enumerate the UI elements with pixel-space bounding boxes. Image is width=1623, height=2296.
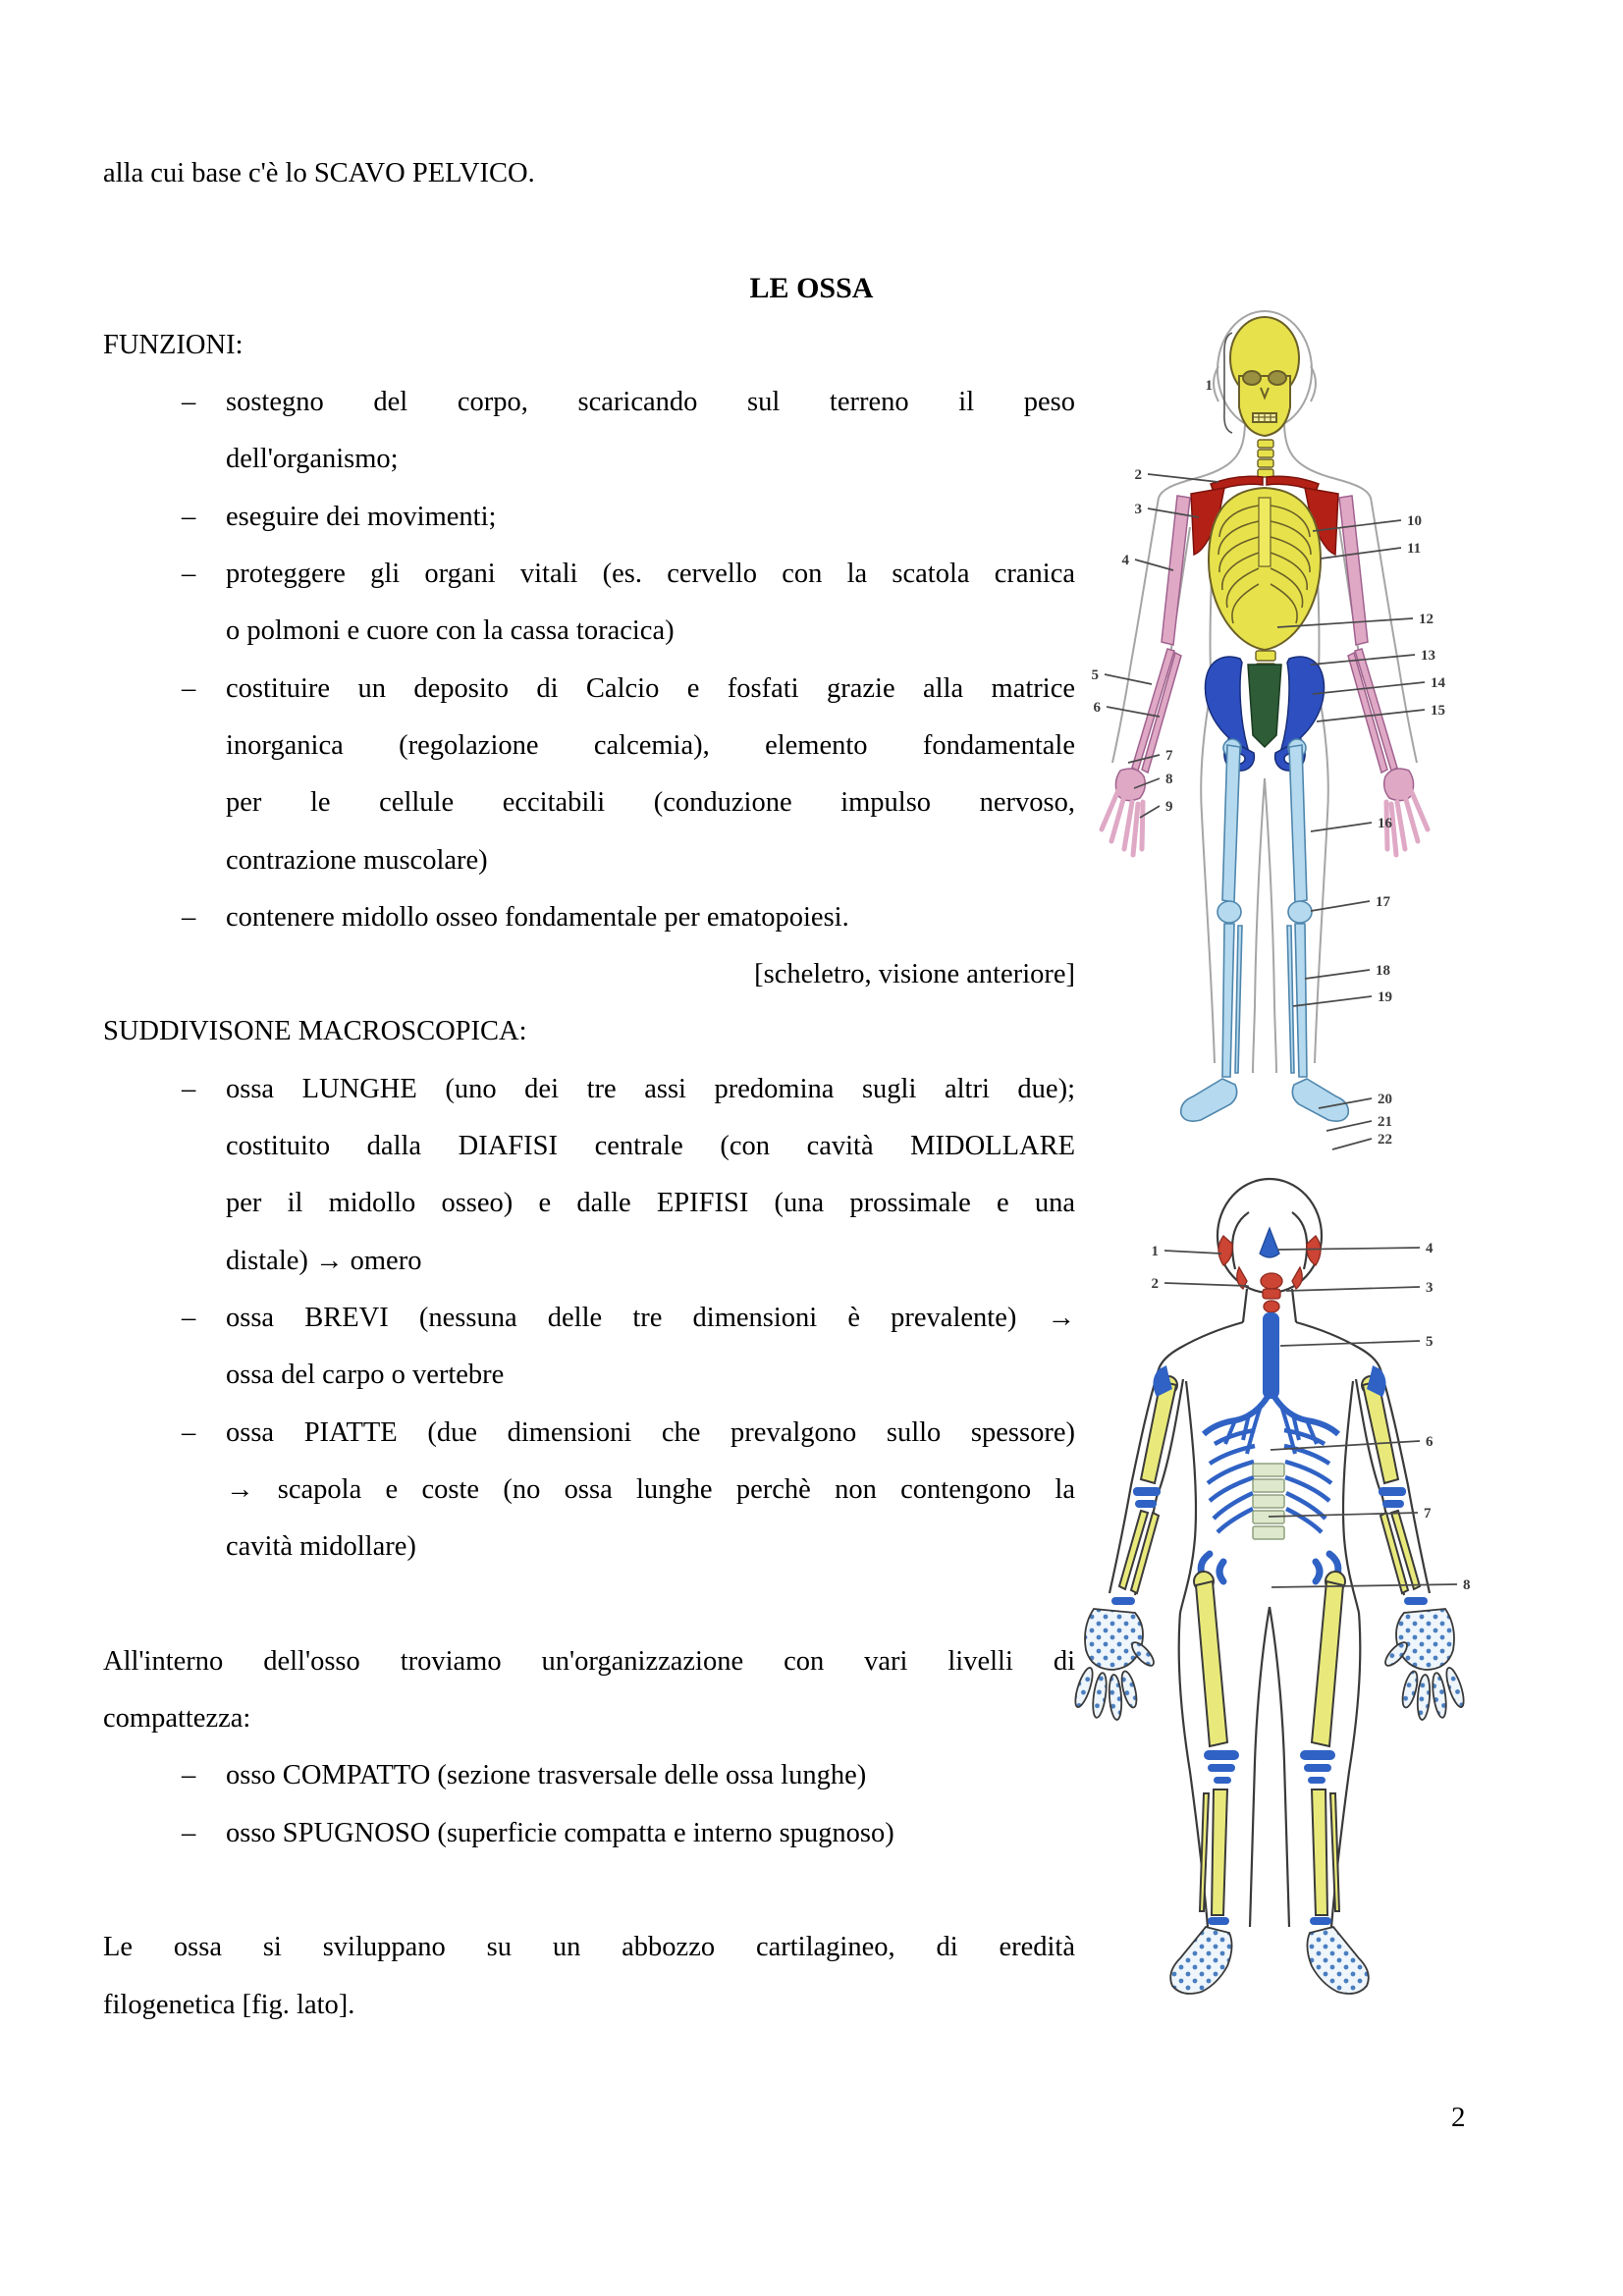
label-leader-line [1332,1139,1372,1149]
text-line: osso COMPATTO (sezione trasversale delle ossa lunghe) [226,1760,867,1791]
figure-label-7: 7 [1165,748,1173,764]
long-bones [1119,1376,1420,1915]
text-line: o polmoni e cuore con la cassa toracica) [226,615,675,647]
list-item [103,374,1075,489]
figure-label-3: 3 [1134,502,1142,517]
label-leader-line [1280,1341,1420,1346]
text-line: sostegno del corpo, scaricando sul terreno il peso [226,387,1075,418]
text-line: costituito dalla DIAFISI centrale (con cavità MIDOLLARE [226,1131,1075,1162]
list-item [103,889,1075,946]
functions-heading: FUNZIONI: [103,329,243,360]
interior-paragraph [103,1633,1075,1748]
figure-label-14: 14 [1431,675,1445,691]
text-line: distale) → omero [226,1245,422,1276]
text-line: contrazione muscolare) [226,844,488,876]
lumbar-discs [1253,1464,1284,1539]
figure-label-10: 10 [1407,513,1422,529]
text-line: Le ossa si sviluppano su un abbozzo cartilagineo, di eredità [103,1932,1075,1963]
figure-label-19: 19 [1378,989,1392,1005]
list-item [103,546,1075,661]
dash-marker: – [182,901,196,933]
text-line: osso SPUGNOSO (superficie compatta e interno spugnoso) [226,1817,894,1848]
text-line: ossa PIATTE (due dimensioni che prevalgono sullo spessore) [226,1416,1075,1448]
text-line: inorganica (regolazione calcemia), elemento fondamentale [226,729,1075,761]
page-title: LE OSSA [749,271,874,304]
figure-label-6: 6 [1426,1434,1434,1450]
text-line: eseguire dei movimenti; [226,501,497,532]
figure-label-5: 5 [1426,1334,1434,1350]
text-line: proteggere gli organi vitali (es. cervello con la scatola cranica [226,559,1075,590]
list-item [103,1061,1075,1290]
dash-marker: – [182,1302,196,1333]
figure-label-13: 13 [1421,648,1435,664]
figure-label-5: 5 [1091,667,1099,683]
figure-label-3: 3 [1426,1280,1434,1296]
text-line: compattezza: [103,1703,251,1735]
page-number: 2 [1451,2102,1466,2133]
leg-bones [1181,739,1349,1121]
figure-label-7: 7 [1424,1506,1432,1522]
text-line: filogenetica [fig. lato]. [103,1989,355,2020]
text-line: dell'organismo; [226,444,399,475]
figure-label-2: 2 [1151,1276,1159,1292]
figure-label-22: 22 [1378,1132,1392,1148]
dash-marker: – [182,387,196,418]
figure-label-16: 16 [1378,816,1392,831]
closing-paragraph [103,1919,1075,2034]
list-item [103,1805,1075,1862]
list-item [103,1405,1075,1576]
text-line: ossa del carpo o vertebre [226,1360,505,1391]
text-line: ossa LUNGHE (uno dei tre assi predomina sugli altri due); [226,1073,1075,1104]
figure-caption: [scheletro, visione anteriore] [754,959,1075,990]
figure-label-15: 15 [1431,703,1445,719]
figure-label-4: 4 [1121,553,1129,568]
intro-paragraph [103,145,1075,202]
label-leader-line [1311,823,1372,831]
label-leader-line [1164,1283,1249,1286]
label-leader-line [1278,1248,1420,1250]
figure-label-1: 1 [1151,1244,1159,1259]
subdivision-heading: SUDDIVISONE MACROSCOPICA: [103,1016,527,1047]
dash-marker: – [182,672,196,704]
label-leader-line [1305,970,1370,979]
list-item [103,661,1075,889]
text-line: cavità midollare) [226,1531,416,1563]
figure-label-1: 1 [1205,378,1213,394]
skeleton-anterior-figure [1075,221,1488,1153]
figure-label-8: 8 [1463,1577,1471,1593]
list-item [103,489,1075,546]
cartilage-development-figure [1060,1173,1492,1998]
figure-label-2: 2 [1134,467,1142,483]
label-leader-line [1135,560,1173,570]
text-line: contenere midollo osseo fondamentale per ematopoiesi. [226,901,849,933]
label-leader-line [1311,901,1370,911]
figure-label-17: 17 [1376,894,1390,910]
figure-label-12: 12 [1419,612,1434,627]
text-line: All'interno dell'osso troviamo un'organizzazione con vari livelli di [103,1645,1075,1677]
text-line: ossa BREVI (nessuna delle tre dimensioni è prevalente) → [226,1302,1075,1333]
dash-marker: – [182,1073,196,1104]
label-leader-line [1326,1121,1372,1131]
figure-label-4: 4 [1426,1241,1434,1256]
figure-label-8: 8 [1165,772,1173,787]
figure2-labels [1152,1241,1471,1593]
figure-label-11: 11 [1407,541,1422,557]
figure-label-6: 6 [1093,700,1101,716]
dash-marker: – [182,1760,196,1791]
text-line: costituire un deposito di Calcio e fosfati grazie alla matrice [226,672,1075,704]
dash-marker: – [182,1416,196,1448]
text-line: per il midollo osseo) e dalle EPIFISI (una prossimale e una [226,1188,1075,1219]
figure-label-21: 21 [1378,1114,1392,1130]
figure-label-20: 20 [1378,1092,1392,1107]
text-line: → scapola e coste (no ossa lunghe perchè non contengono la [226,1473,1075,1505]
label-leader-line [1164,1251,1221,1254]
dash-marker: – [182,559,196,590]
hip-cartilage [1201,1554,1338,1581]
label-leader-line [1286,1287,1420,1291]
figure-label-18: 18 [1376,963,1390,979]
list-item [103,1290,1075,1405]
text-line: alla cui base c'è lo SCAVO PELVICO. [103,158,535,188]
hands-and-feet [1072,1609,1467,1994]
dash-marker: – [182,1817,196,1848]
figure-label-9: 9 [1165,799,1173,815]
list-item [103,1747,1075,1804]
pelvis [1205,657,1324,771]
dash-marker: – [182,501,196,532]
text-line: per le cellule eccitabili (conduzione impulso nervoso, [226,787,1075,819]
skull [1230,317,1299,436]
